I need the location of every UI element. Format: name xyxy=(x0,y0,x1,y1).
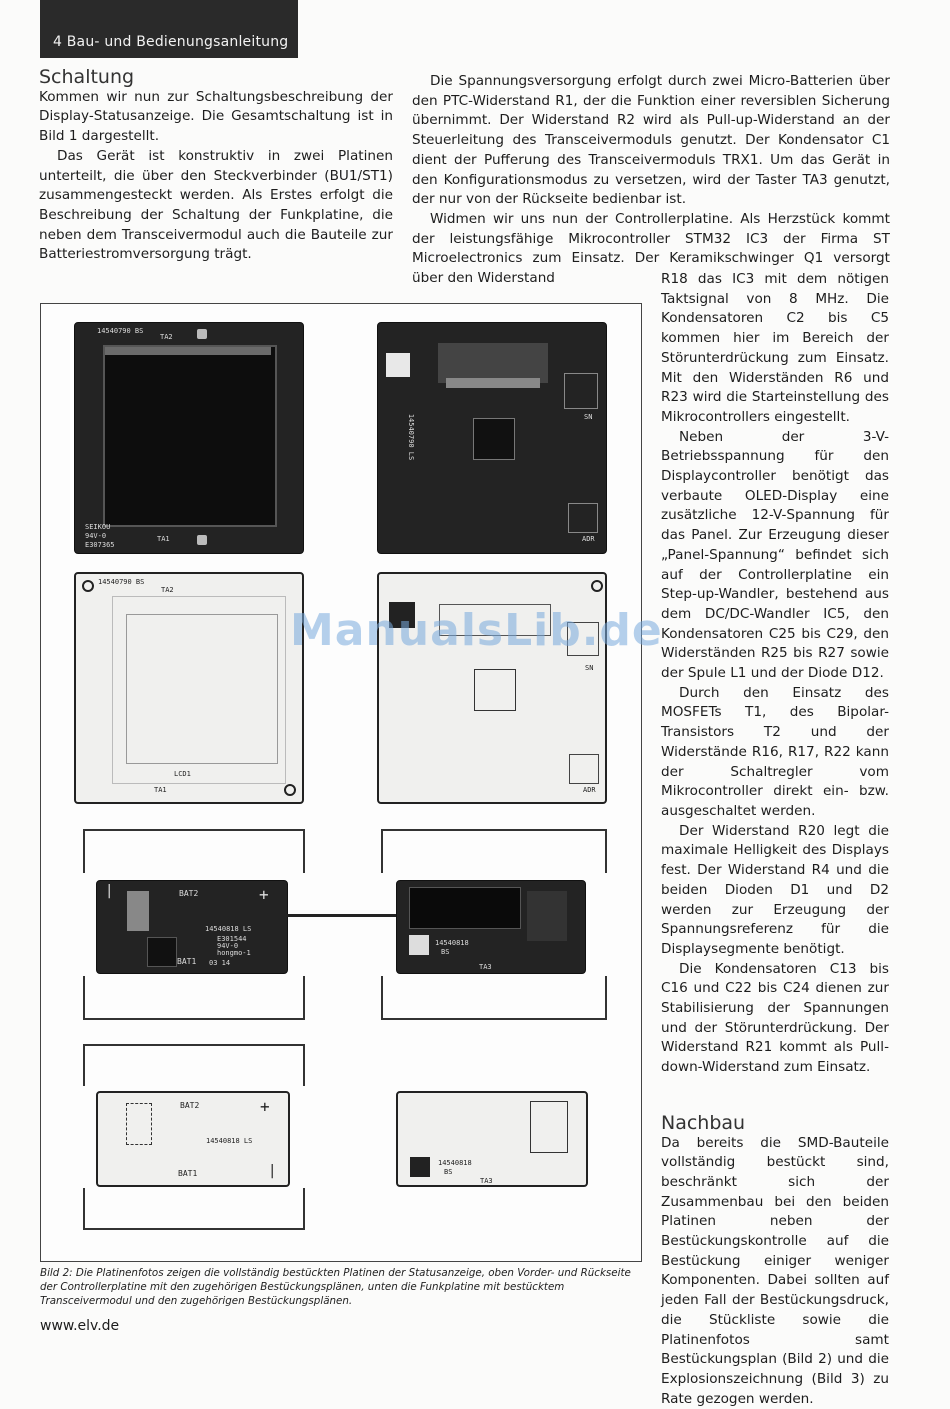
board-label: 14540790 BS xyxy=(97,327,144,335)
paragraph: Die Kondensatoren C13 bis C16 und C22 bis C24 dienen zur Stabilisierung der Spannungen und der Störunterdrückung. Der Widerstand R21 kommt als Pull-down-Widerstand zum Einsatz. xyxy=(661,960,889,1076)
minus-icon: | xyxy=(268,1163,277,1179)
board-label: ADR xyxy=(582,535,595,543)
radio-board-back-photo xyxy=(396,880,586,974)
board-label: 94V-0 xyxy=(217,942,239,950)
board-label: TA3 xyxy=(480,1177,493,1185)
radio-board-front-placement xyxy=(96,1091,290,1187)
case-bracket xyxy=(83,1188,305,1230)
section-heading-schaltung: Schaltung xyxy=(39,66,135,88)
footer-url[interactable]: www.elv.de xyxy=(40,1318,120,1334)
right-column xyxy=(412,72,890,289)
board-label: TA1 xyxy=(157,535,170,543)
paragraph: Da bereits die SMD-Bauteile vollständig bestückt sind, beschränkt sich der Zusammenbau bei den beiden Platinen neben der Bestückungskontrolle auf die Bestückung einiger weniger Komponenten. Dabei sollten auf jeden Fall der Bestückungsdruck, die Stückliste sowie die Platinenfotos samt Bestückungsplan (Bild 2) und die Explosionszeichnung (Bild 3) zu Rate gezogen werden. xyxy=(661,1134,889,1407)
board-label: BAT2 xyxy=(179,889,199,898)
page-header-label: 4 Bau- und Bedienungsanleitung xyxy=(53,34,289,50)
paragraph: Durch den Einsatz des MOSFETs T1, des Bipolar-Transistors T2 und der Widerstände R16, R17, R22 kann der Schaltregler vom Mikrocontroller direkt ein- bzw. ausgeschaltet werden. xyxy=(661,684,889,819)
paragraph: R18 das IC3 mit dem nötigen Taktsignal von 8 MHz. Die Kondensatoren C2 bis C5 kommen hier im Bereich der Störunterdrückung zum Einsatz. Mit den Widerständen R6 und R23 wird die Starteinstellung des Mikrocontrollers eingestellt. xyxy=(661,271,889,425)
board-label: 94V-0 xyxy=(85,532,107,540)
board-label: 14540790 BS xyxy=(98,578,145,586)
board-label: 14540818 xyxy=(435,939,469,947)
paragraph: Kommen wir nun zur Schaltungsbeschreibung der Display-Statusanzeige. Die Gesamtschaltung ist in Bild 1 dargestellt. xyxy=(39,88,393,145)
board-label: ADR xyxy=(583,786,596,794)
case-bracket xyxy=(381,829,607,873)
paragraph: Der Widerstand R20 legt die maximale Helligkeit des Displays fest. Der Widerstand R4 und die beiden Dioden D1 und D2 werden zur Erzeugung der Spannungsreferenz für die Displaysegmente benötigt. xyxy=(661,822,889,957)
page-header xyxy=(40,0,298,58)
antenna-wire xyxy=(286,914,396,917)
controller-front-photo xyxy=(74,322,304,554)
board-label: TA2 xyxy=(160,333,173,341)
figure-board-photos xyxy=(40,303,642,1262)
board-label: BS xyxy=(444,1168,453,1176)
board-label: BAT1 xyxy=(177,957,197,966)
plus-icon: + xyxy=(260,1097,270,1116)
board-label: SN xyxy=(585,664,594,672)
board-label: hongmo-1 xyxy=(217,949,251,957)
watermark: ManualsLib.de xyxy=(290,605,663,656)
board-label: LCD1 xyxy=(174,770,191,778)
section-heading-nachbau: Nachbau xyxy=(661,1111,746,1134)
paragraph: Das Gerät ist konstruktiv in zwei Platinen unterteilt, die über den Steckverbinder (BU1/ST1) zusammengesteckt werden. Als Erstes erfolgt die Beschreibung der Schaltung der Funkplatine, die neben dem Transceivermodul auch die Bauteile zur Batteriestromversorgung trägt. xyxy=(39,147,393,263)
controller-back-photo xyxy=(377,322,607,554)
board-label: 14540818 LS xyxy=(206,1137,253,1145)
board-label: 14540818 LS xyxy=(205,925,252,933)
minus-icon: | xyxy=(105,883,114,899)
board-label: TA2 xyxy=(161,586,174,594)
radio-board-front-photo xyxy=(96,880,288,974)
board-label: SEIKOU xyxy=(85,523,111,531)
plus-icon: + xyxy=(259,885,269,904)
figure-caption: Bild 2: Die Platinenfotos zeigen die vollständig bestückten Platinen der Statusanzeige, oben Vorder- und Rückseite der Controllerplatine mit den zugehörigen Bestückungsplänen, unten die Funkplatine mit bestücktem Transceivermodul und den zugehörigen Bestückungsplänen. xyxy=(40,1267,631,1307)
board-label: TA3 xyxy=(479,963,492,971)
left-column xyxy=(39,68,393,265)
case-bracket xyxy=(83,829,305,873)
board-label: E307365 xyxy=(85,541,115,549)
paragraph: Widmen wir uns nun der Controllerplatine. Als Herzstück kommt der leistungsfähige Mikrocontroller STM32 IC3 der Firma ST Microelectronics zum Einsatz. Der Keramikschwinger Q1 versorgt über den Widerstand xyxy=(412,210,890,287)
board-label: 14540790 LS xyxy=(407,413,416,461)
board-label: BAT1 xyxy=(178,1169,198,1178)
board-label: SN xyxy=(584,413,593,421)
narrow-column xyxy=(661,270,889,1409)
paragraph: Die Spannungsversorgung erfolgt durch zwei Micro-Batterien über den PTC-Widerstand R1, der die Funktion einer reversiblen Sicherung übernimmt. Der Widerstand R2 wird als Pull-up-Widerstand an der Steuerleitung des Transceivermoduls genutzt. Der Kondensator C1 dient der Pufferung des Transceivermoduls TRX1. Um das Gerät in den Konfigurationsmodus zu versetzen, wird der Taster TA3 genutzt, der nur von der Rückseite bedienbar ist. xyxy=(412,73,890,208)
radio-board-back-placement xyxy=(396,1091,588,1187)
board-label: BS xyxy=(441,948,450,956)
case-bracket xyxy=(381,976,607,1020)
board-label: 14540818 xyxy=(438,1159,472,1167)
case-bracket xyxy=(83,1044,305,1086)
board-label: E301544 xyxy=(217,935,247,943)
board-label: TA1 xyxy=(154,786,167,794)
board-label: 03 14 xyxy=(209,959,231,967)
controller-front-placement xyxy=(74,572,304,804)
case-bracket xyxy=(83,976,305,1020)
board-label: BAT2 xyxy=(180,1101,200,1110)
paragraph: Neben der 3-V-Betriebsspannung für den Displaycontroller benötigt das verbaute OLED-Display eine zusätzliche 12-V-Spannung für das Panel. Zur Erzeugung dieser „Panel-Spannung“ befindet sich auf der Controllerplatine ein Step-up-Wandler, bestehend aus dem DC/DC-Wandler IC5, den Kondensatoren C25 bis C29, den Widerständen R25 bis R27 sowie der Spule L1 und der Diode D12. xyxy=(661,428,889,682)
